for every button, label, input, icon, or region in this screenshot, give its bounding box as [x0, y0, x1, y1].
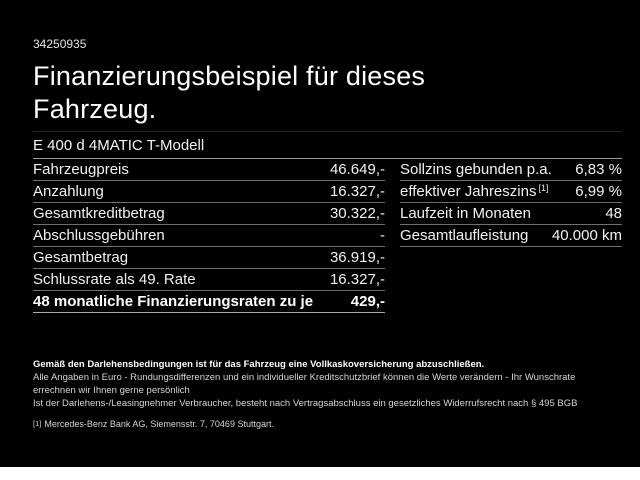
row-label: Anzahlung [33, 183, 104, 200]
page-title-line-1: Finanzierungsbeispiel für dieses [33, 61, 426, 91]
row-value: 16.327,- [329, 271, 385, 288]
legal-footer [33, 358, 615, 431]
row-value: 6,99 % [575, 183, 622, 200]
footer-footnote [33, 417, 615, 431]
page-title [33, 60, 622, 126]
row-value: 46.649,- [329, 161, 385, 178]
row-value: 16.327,- [329, 183, 385, 200]
table-row [33, 159, 385, 181]
row-value: 30.322,- [329, 205, 385, 222]
table-row [400, 159, 622, 181]
row-value: 48 [605, 205, 622, 222]
row-label: 48 monatliche Finanzierungsraten zu je [33, 293, 314, 310]
row-value: 429,- [350, 293, 385, 310]
row-label: Abschlussgebühren [33, 227, 165, 244]
row-footnote-marker: [1] [538, 182, 549, 193]
table-row [400, 203, 622, 225]
row-label: Laufzeit in Monaten [400, 205, 531, 222]
row-value: 6,83 % [575, 161, 622, 178]
table-row [33, 269, 385, 291]
table-row [33, 291, 385, 313]
row-label: Schlussrate als 49. Rate [33, 271, 196, 288]
bottom-white-strip [0, 467, 640, 480]
footnote-marker: [1] [33, 419, 42, 428]
document-number: 34250935 [33, 37, 87, 51]
footer-insurance-notice: Gemäß den Darlehensbedingungen ist für das Fahrzeug eine Vollkaskoversicherung abzuschließen. [33, 359, 485, 370]
finance-breakdown-table [33, 159, 385, 313]
finance-tables [33, 159, 622, 313]
row-label: effektiver Jahreszins [400, 183, 537, 200]
footer-disclaimer-line-2: Ist der Darlehens-/Leasingnehmer Verbraucher, besteht nach Vertragsabschluss ein gesetzliches Widerrufsrecht nach § 495 BGB [33, 398, 578, 409]
footer-disclaimer-line-1: Alle Angaben in Euro - Rundungsdifferenzen und ein individueller Kreditschutzbrief können die Werte verändern - Ihr Wunschrate errechnen wir Ihnen gerne persönlich [33, 372, 576, 396]
row-value: 40.000 km [551, 227, 622, 244]
table-row [33, 181, 385, 203]
table-row [400, 181, 622, 203]
row-label: Sollzins gebunden p.a. [400, 161, 552, 178]
row-label: Gesamtbetrag [33, 249, 129, 266]
row-label: Gesamtkreditbetrag [33, 205, 165, 222]
table-row [33, 247, 385, 269]
vehicle-model-name: E 400 d 4MATIC T-Modell [33, 131, 622, 159]
row-value: 36.919,- [329, 249, 385, 266]
row-value: - [380, 227, 385, 244]
row-label: Gesamtlaufleistung [400, 227, 529, 244]
table-row [33, 203, 385, 225]
table-row [400, 225, 622, 247]
footnote-text: Mercedes-Benz Bank AG, Siemensstr. 7, 70469 Stuttgart. [44, 419, 274, 429]
loan-conditions-table [400, 159, 622, 247]
table-row [33, 225, 385, 247]
row-label: Fahrzeugpreis [33, 161, 129, 178]
page-title-line-2: Fahrzeug. [33, 94, 157, 124]
